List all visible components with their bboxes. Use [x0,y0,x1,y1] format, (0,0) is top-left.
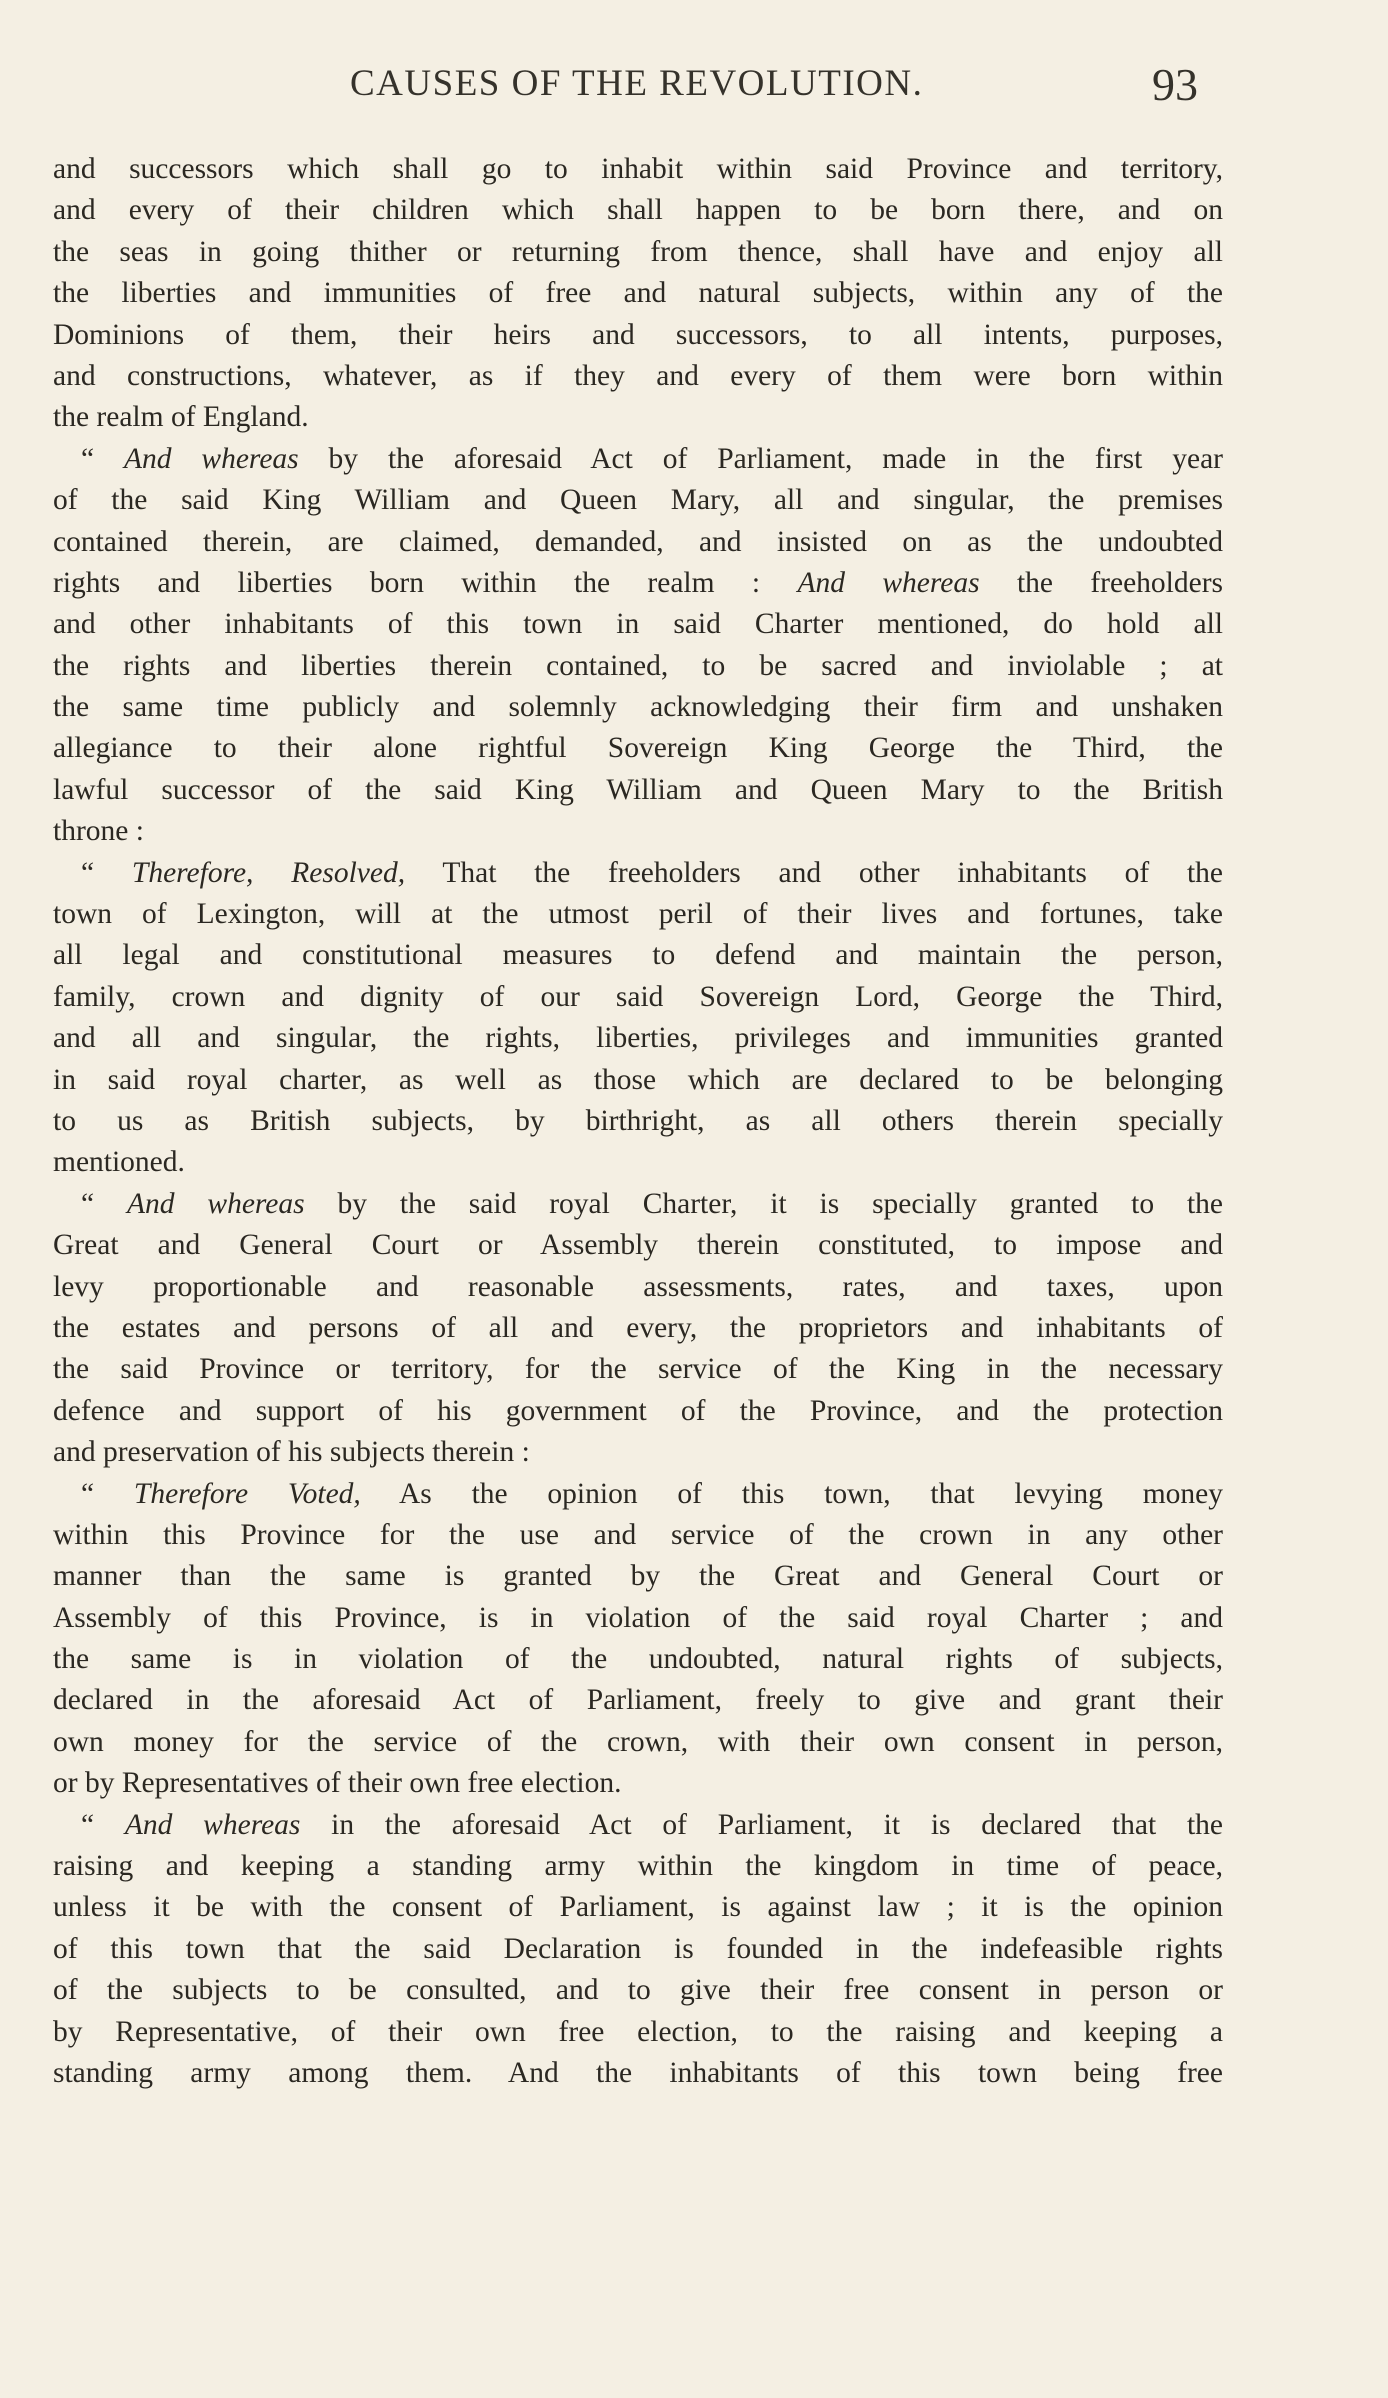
text-line [53,356,1223,397]
line-text: defence and support of his government of the Province, and the protection [53,1394,1223,1427]
line-text: That the freeholders and other inhabitants of the [405,856,1223,889]
line-text: in said royal charter, as well as those which are declared to be belonging [53,1063,1223,1096]
text-line [53,1142,1223,1183]
text-line [53,1018,1223,1059]
italic-phrase: Therefore Voted, [133,1477,361,1510]
text-line [53,232,1223,273]
line-text: the same is in violation of the undoubted, natural rights of subjects, [53,1643,1223,1676]
line-text: by the said royal Charter, it is specially granted to the [304,1187,1223,1220]
line-text: to us as British subjects, by birthright, as all others therein specially [53,1104,1223,1137]
text-line [53,563,1223,604]
text-line [53,1349,1223,1390]
text-line [53,1515,1223,1556]
text-line [53,604,1223,645]
text-line [53,190,1223,231]
text-line [53,1887,1223,1928]
line-text: town of Lexington, will at the utmost peril of their lives and fortunes, take [53,898,1223,931]
text-line [53,439,1223,480]
running-head [0,59,1388,122]
line-text: the same time publicly and solemnly acknowledging their firm and unshaken [53,691,1223,724]
italic-phrase: And whereas [124,442,299,475]
line-text: declared in the aforesaid Act of Parliament, freely to give and grant their [53,1684,1223,1717]
italic-phrase: And whereas [126,1187,305,1220]
text-line [53,522,1223,563]
line-lead: rights and liberties born within the realm : [53,566,798,599]
line-text: allegiance to their alone rightful Sovereign King George the Third, the [53,732,1223,765]
text-line [53,397,1223,438]
line-text: and every of their children which shall happen to be born there, and on [53,194,1223,227]
line-lead: “ [81,442,124,475]
text-line [53,1763,1223,1804]
text-line [53,1846,1223,1887]
text-line [53,2053,1223,2094]
text-line [53,1267,1223,1308]
italic-phrase: Therefore, Resolved, [131,856,406,889]
line-text: standing army among them. And the inhabitants of this town being free [53,2056,1223,2089]
text-line [53,149,1223,190]
line-text: and preservation of his subjects therein : [53,1436,530,1469]
line-text: Great and General Court or Assembly therein constituted, to impose and [53,1229,1223,1262]
text-line [53,273,1223,314]
line-text: the liberties and immunities of free and natural subjects, within any of the [53,277,1223,310]
text-line [53,2012,1223,2053]
line-text: own money for the service of the crown, with their own consent in person, [53,1725,1223,1758]
text-line [53,935,1223,976]
text-line [53,1598,1223,1639]
text-line [53,1680,1223,1721]
line-text: Assembly of this Province, is in violation of the said royal Charter ; and [53,1601,1223,1634]
text-line [53,1432,1223,1473]
text-line [53,1805,1223,1846]
line-text: the seas in going thither or returning from thence, shall have and enjoy all [53,235,1223,268]
line-text: raising and keeping a standing army within the kingdom in time of peace, [53,1850,1223,1883]
line-text: family, crown and dignity of our said Sovereign Lord, George the Third, [53,980,1223,1013]
line-text: and all and singular, the rights, liberties, privileges and immunities granted [53,1022,1223,1055]
line-lead: “ [81,1808,125,1841]
text-line [53,1391,1223,1432]
text-line [53,853,1223,894]
italic-phrase: And whereas [797,566,980,599]
line-text: of the subjects to be consulted, and to give their free consent in person or [53,1974,1223,2007]
line-lead: “ [81,856,132,889]
line-text: As the opinion of this town, that levying money [360,1477,1223,1510]
text-line [53,1101,1223,1142]
page-number: 93 [1152,59,1198,110]
line-text: within this Province for the use and service of the crown in any other [53,1518,1223,1551]
text-line [53,1308,1223,1349]
line-text: by Representative, of their own free election, to the raising and keeping a [53,2015,1223,2048]
text-line [53,1474,1223,1515]
text-line [53,1929,1223,1970]
running-title: CAUSES OF THE REVOLUTION. [350,63,924,104]
text-line [53,770,1223,811]
text-line [53,1184,1223,1225]
text-line [53,1639,1223,1680]
line-text: and constructions, whatever, as if they and every of them were born within [53,359,1223,392]
line-text: and other inhabitants of this town in said Charter mentioned, do hold all [53,608,1223,641]
text-line [53,480,1223,521]
line-text: unless it be with the consent of Parliament, is against law ; it is the opinion [53,1891,1223,1924]
line-text: in the aforesaid Act of Parliament, it is declared that the [300,1808,1223,1841]
text-line [53,1225,1223,1266]
text-line [53,728,1223,769]
line-text: by the aforesaid Act of Parliament, made in the first year [298,442,1223,475]
line-lead: “ [81,1187,127,1220]
line-text: Dominions of them, their heirs and successors, to all intents, purposes, [53,318,1223,351]
text-line [53,1970,1223,2011]
text-line [53,1722,1223,1763]
line-text: of the said King William and Queen Mary, all and singular, the premises [53,484,1223,517]
line-text: the freeholders [979,566,1223,599]
line-text: the rights and liberties therein contained, to be sacred and inviolable ; at [53,649,1223,682]
line-text: lawful successor of the said King William and Queen Mary to the British [53,773,1223,806]
text-line [53,811,1223,852]
line-text: and successors which shall go to inhabit within said Province and territory, [53,153,1223,185]
line-text: of this town that the said Declaration is founded in the indefeasible rights [53,1932,1223,1965]
text-line [53,1556,1223,1597]
line-text: the said Province or territory, for the service of the King in the necessary [53,1353,1223,1386]
line-lead: “ [81,1477,134,1510]
line-text: mentioned. [53,1146,185,1179]
line-text: or by Representatives of their own free election. [53,1767,622,1800]
body-text [53,149,1223,2094]
line-text: contained therein, are claimed, demanded, and insisted on as the undoubted [53,525,1223,558]
line-text: levy proportionable and reasonable assessments, rates, and taxes, upon [53,1270,1223,1303]
text-line [53,687,1223,728]
text-line [53,315,1223,356]
text-line [53,977,1223,1018]
line-text: the realm of England. [53,401,309,434]
line-text: all legal and constitutional measures to defend and maintain the person, [53,939,1223,972]
text-line [53,1060,1223,1101]
text-line [53,646,1223,687]
line-text: throne : [53,815,144,848]
line-text: manner than the same is granted by the Great and General Court or [53,1560,1223,1593]
line-text: the estates and persons of all and every, the proprietors and inhabitants of [53,1311,1223,1344]
text-line [53,894,1223,935]
italic-phrase: And whereas [124,1808,301,1841]
